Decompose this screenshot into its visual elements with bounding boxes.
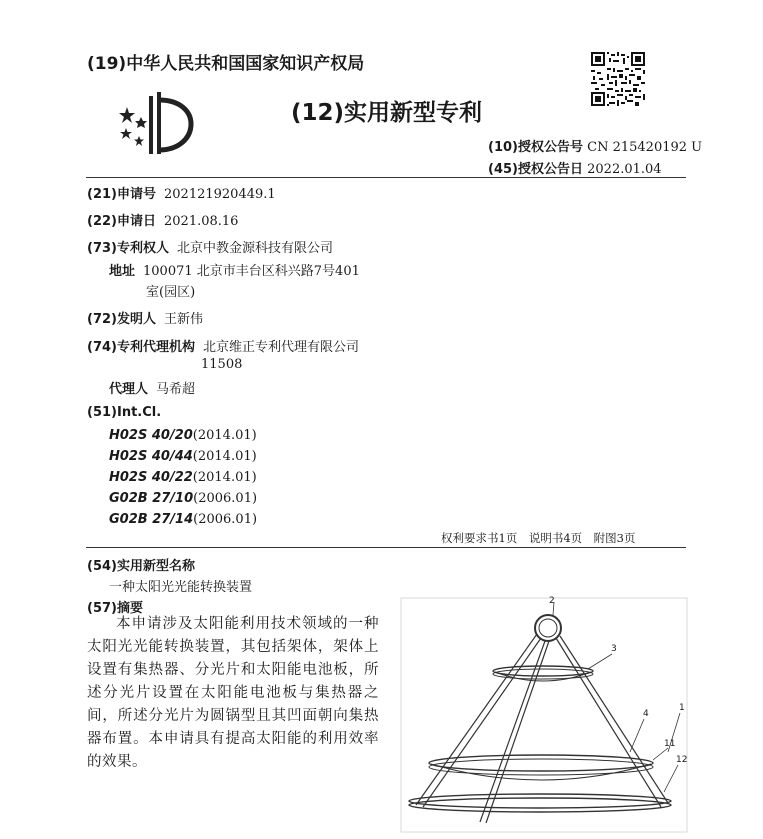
title-value: 一种太阳光光能转换装置 (109, 580, 253, 595)
address-line2: 室(园区) (146, 285, 196, 300)
office-code: (19) (87, 54, 127, 74)
address-label: 地址 (109, 264, 136, 279)
grant-date-code: (45) (488, 162, 518, 177)
app-date-value: 2021.08.16 (164, 214, 239, 229)
base-ring (409, 794, 671, 808)
classification-item (109, 470, 257, 485)
office-header (87, 49, 364, 74)
patent-agency (87, 336, 359, 355)
abstract-text: 本申请涉及太阳能利用技术领域的一种太阳光光能转换装置，其包括架体，架体上设置有集热器、分光片和太阳能电池板，所述分光片设置在太阳能电池板与集热器之间，所述分光片为圆锅型且其凹面朝向集热器布置。本申请具有提高太阳能的利用效率的效果。 (87, 616, 379, 770)
inventor-label: 发明人 (116, 312, 156, 327)
owner-address (109, 260, 360, 279)
abstract-label: 摘要 (116, 601, 143, 616)
divider-top (86, 177, 686, 178)
app-no-label: 申请号 (116, 187, 156, 202)
grant-number-label: 授权公告号 (517, 140, 583, 155)
app-date-label: 申请日 (116, 214, 156, 229)
grant-date (488, 158, 662, 177)
int-cl-code: (51) (87, 405, 117, 420)
application-date (87, 210, 238, 229)
classification-item (109, 428, 257, 443)
app-date-code: (22) (87, 214, 117, 229)
owner-label: 专利权人 (116, 241, 169, 256)
doc-type (291, 94, 482, 127)
class-code: H02S 40/20 (109, 428, 193, 443)
figure-drawing (398, 592, 690, 835)
address-line1: 100071 北京市丰台区科兴路7号401 (143, 264, 360, 279)
class-year: (2014.01) (192, 428, 257, 443)
qr-code (591, 52, 645, 106)
figure-label: 11 (664, 739, 676, 749)
frame-leg (416, 634, 541, 807)
agency-value: 北京维正专利代理有限公司 (203, 340, 360, 355)
agency-number (201, 357, 242, 372)
int-cl-label: Int.Cl. (116, 405, 162, 420)
class-year: (2006.01) (193, 512, 258, 527)
title-label: 实用新型名称 (116, 559, 195, 574)
class-code: H02S 40/44 (109, 449, 193, 464)
class-code: H02S 40/22 (109, 470, 193, 485)
class-year: (2006.01) (193, 491, 258, 506)
figure-label: 4 (643, 709, 649, 719)
cnipa-logo (115, 92, 195, 158)
inventor-value: 王新伟 (164, 312, 204, 327)
doc-type-code: (12) (291, 100, 345, 126)
agency-no: 11508 (201, 357, 243, 372)
figure-label: 3 (611, 644, 617, 654)
classification-item (109, 512, 257, 527)
panel-ring (429, 755, 653, 771)
class-code: G02B 27/14 (109, 512, 194, 527)
application-number (87, 183, 276, 202)
agency-label: 专利代理机构 (116, 340, 195, 355)
office-name: 中华人民共和国国家知识产权局 (126, 54, 365, 74)
classification-item (109, 449, 257, 464)
page-counts: 权利要求书1页 说明书4页 附图3页 (441, 531, 636, 545)
class-year: (2014.01) (192, 470, 257, 485)
agent-value: 马希超 (156, 382, 196, 397)
figure-label: 2 (549, 596, 555, 606)
app-no-value: 202121920449.1 (164, 187, 276, 202)
int-cl-heading (87, 405, 161, 420)
divider-middle (86, 547, 686, 548)
splitter-ring (493, 666, 593, 676)
owner-value: 北京中教金源科技有限公司 (177, 241, 334, 256)
owner-address-cont (146, 281, 195, 300)
class-code: G02B 27/10 (109, 491, 194, 506)
inventor (87, 308, 203, 327)
title-code: (54) (87, 559, 117, 574)
figure-label: 1 (679, 703, 685, 713)
owner-code: (73) (87, 241, 117, 256)
agency-code: (74) (87, 340, 117, 355)
grant-date-value: 2022.01.04 (587, 162, 662, 177)
doc-type-name: 实用新型专利 (344, 100, 483, 126)
app-no-code: (21) (87, 187, 117, 202)
grant-date-label: 授权公告日 (517, 162, 583, 177)
agent-label: 代理人 (109, 382, 149, 397)
frame-leg (480, 641, 549, 823)
grant-number (488, 136, 702, 155)
utility-model-title (109, 576, 252, 595)
classification-item (109, 491, 257, 506)
grant-number-value: CN 215420192 U (587, 140, 703, 155)
panel-dish (431, 764, 651, 780)
inventor-code: (72) (87, 312, 117, 327)
figure-label: 12 (676, 755, 688, 765)
frame-leg (556, 636, 668, 807)
agent (109, 378, 195, 397)
patent-owner (87, 237, 333, 256)
abstract-code: (57) (87, 601, 117, 616)
grant-number-code: (10) (488, 140, 518, 155)
utility-model-title-heading (87, 555, 195, 574)
class-year: (2014.01) (192, 449, 257, 464)
